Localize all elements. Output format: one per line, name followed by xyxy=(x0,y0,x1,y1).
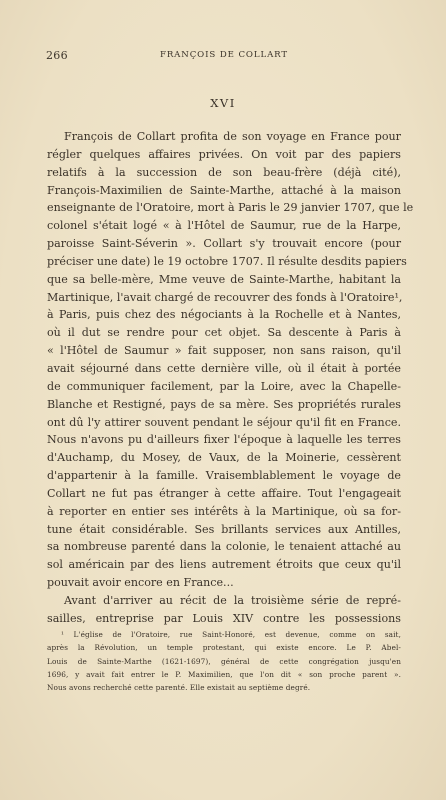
footnote-line: Nous avons recherché cette parenté. Elle existait au septième degré. xyxy=(47,683,311,693)
text-line: à reporter en entier ses intérêts à la Martinique, où sa for- xyxy=(47,504,401,518)
text-line: Nous n'avons pu d'ailleurs fixer l'époque à laquelle les terres xyxy=(47,433,401,447)
text-line: « l'Hôtel de Saumur » fait supposer, non sans raison, qu'il xyxy=(47,344,401,358)
chapter-number: XVI xyxy=(210,96,236,110)
text-line: sol américain par des liens autrement étroits que ceux qu'il xyxy=(47,558,401,572)
text-line: François-Maximilien de Sainte-Marthe, attaché à la maison xyxy=(47,183,401,197)
footnote-line: Louis de Sainte-Marthe (1621-1697), général de cette congrégation jusqu'en xyxy=(47,656,401,666)
text-line: d'Auchamp, du Mosey, de Vaux, de la Moinerie, cessèrent xyxy=(47,451,401,465)
text-line: ont dû l'y attirer souvent pendant le séjour qu'il fit en France. xyxy=(47,415,401,429)
text-line: Avant d'arriver au récit de la troisième série de repré- xyxy=(64,593,401,607)
text-line: à Paris, puis chez des négociants à la Rochelle et à Nantes, xyxy=(47,308,401,322)
page-number: 266 xyxy=(46,49,68,62)
text-line: que sa belle-mère, Mme veuve de Sainte-Marthe, habitant la xyxy=(47,272,401,286)
running-head: FRANÇOIS DE COLLART xyxy=(159,50,289,60)
text-line: paroisse Saint-Séverin ». Collart s'y trouvait encore (pour xyxy=(47,237,401,251)
footnote-line: ¹ L'église de l'Oratoire, rue Saint-Honoré, est devenue, comme on sait, xyxy=(61,630,401,639)
text-line: d'appartenir à la famille. Vraisemblablement le voyage de xyxy=(47,469,401,483)
text-line: avait séjourné dans cette dernière ville, où il était à portée xyxy=(47,361,401,375)
text-line: sa nombreuse parenté dans la colonie, le tenaient attaché au xyxy=(47,540,401,554)
text-line: relatifs à la succession de son beau-frère (déjà cité), xyxy=(47,165,401,179)
text-line: régler quelques affaires privées. On voit par des papiers xyxy=(47,147,401,161)
text-line: sailles, entreprise par Louis XIV contre les possessions xyxy=(47,611,401,625)
text-line: tune était considérable. Ses brillants services aux Antilles, xyxy=(47,522,401,536)
body-text xyxy=(47,128,414,628)
text-line: enseignante de l'Oratoire, mort à Paris le 29 janvier 1707, que le xyxy=(47,201,414,215)
text-line: où il dut se rendre pour cet objet. Sa descente à Paris à xyxy=(47,326,401,340)
text-line: préciser une date) le 19 octobre 1707. Il résulte desdits papiers xyxy=(47,254,407,268)
footnote-line: après la Révolution, un temple protestant, qui existe encore. Le P. Abel- xyxy=(47,643,401,653)
text-line: François de Collart profita de son voyage en France pour xyxy=(64,130,401,143)
text-line: de communiquer facilement, par la Loire, avec la Chapelle- xyxy=(47,379,401,393)
text-line: pouvait avoir encore en France... xyxy=(47,576,234,590)
footnotes xyxy=(47,628,401,694)
text-line: Collart ne fut pas étranger à cette affaire. Tout l'engageait xyxy=(47,486,401,500)
footnote-line: 1696, y avait fait entrer le P. Maximilien, que l'on dit « son proche parent ». xyxy=(47,669,401,679)
text-line: Martinique, l'avait chargé de recouvrer des fonds à l'Oratoire¹, xyxy=(47,290,403,304)
text-line: Blanche et Restigné, pays de sa mère. Ses propriétés rurales xyxy=(47,397,401,411)
text-line: colonel s'était logé « à l'Hôtel de Saumur, rue de la Harpe, xyxy=(47,219,401,233)
